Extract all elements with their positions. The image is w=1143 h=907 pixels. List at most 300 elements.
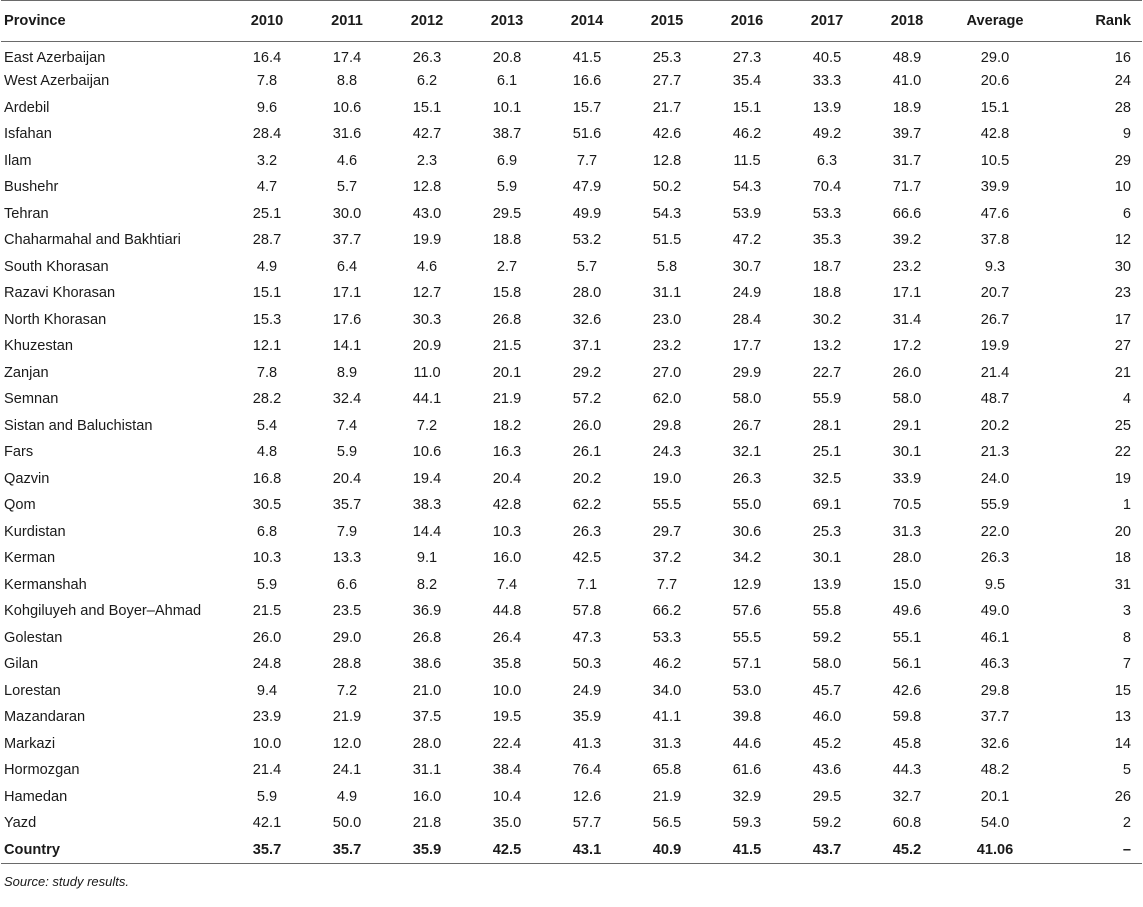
value-cell: 55.1 (892, 629, 922, 646)
province-cell: South Khorasan (4, 258, 109, 275)
value-cell: 37.1 (572, 338, 602, 355)
value-cell: 30.2 (812, 311, 842, 328)
value-cell: 44.6 (732, 735, 762, 752)
value-cell: 38.7 (492, 126, 522, 143)
value-cell: 13.2 (812, 338, 842, 355)
value-cell: 28.4 (732, 311, 762, 328)
average-cell: 20.2 (980, 417, 1010, 434)
value-cell: 12.1 (252, 338, 282, 355)
value-cell: 11.5 (733, 152, 761, 169)
average-cell: 46.1 (980, 629, 1010, 646)
value-cell: 22.4 (492, 735, 522, 752)
value-cell: 7.2 (416, 417, 438, 434)
value-cell: 49.2 (812, 126, 842, 143)
average-cell: 24.0 (980, 470, 1010, 487)
value-cell: 17.7 (732, 338, 762, 355)
value-cell: 21.8 (412, 815, 442, 832)
value-cell: 17.2 (892, 338, 922, 355)
value-cell: 6.8 (256, 523, 278, 540)
country-total-row (1, 837, 1142, 864)
rank-cell: 5 (1122, 762, 1131, 779)
value-cell: 42.1 (252, 815, 282, 832)
value-cell: 6.3 (816, 152, 838, 169)
value-cell: 8.9 (336, 364, 358, 381)
column-header: 2010 (250, 13, 284, 29)
value-cell: 50.3 (572, 656, 602, 673)
table-row (1, 545, 1142, 572)
column-header: 2011 (331, 13, 363, 29)
value-cell: 65.8 (652, 762, 682, 779)
value-cell: 15.1 (252, 285, 282, 302)
average-cell: 21.3 (980, 444, 1010, 461)
table-row (1, 731, 1142, 758)
value-cell: 53.0 (732, 682, 762, 699)
value-cell: 26.0 (252, 629, 282, 646)
value-cell: 21.9 (492, 391, 522, 408)
value-cell: 5.9 (256, 576, 278, 593)
value-cell: 18.8 (812, 285, 842, 302)
table-row (1, 307, 1142, 334)
value-cell: 2.7 (496, 258, 518, 275)
value-cell: 50.0 (332, 815, 362, 832)
province-cell: Ardebil (4, 99, 50, 116)
rank-cell: 21 (1114, 364, 1131, 381)
value-cell: 24.9 (572, 682, 602, 699)
value-cell: 15.1 (412, 99, 442, 116)
value-cell: 27.0 (652, 364, 682, 381)
value-cell: 40.5 (812, 50, 842, 66)
value-cell: 28.2 (252, 391, 282, 408)
value-cell: 39.7 (892, 126, 922, 143)
value-cell: 45.2 (892, 841, 922, 858)
value-cell: 29.2 (572, 364, 602, 381)
value-cell: 30.5 (252, 497, 282, 514)
value-cell: 6.2 (416, 73, 438, 90)
value-cell: 32.4 (332, 391, 362, 408)
value-cell: 23.2 (892, 258, 922, 275)
value-cell: 26.8 (412, 629, 442, 646)
table-row (1, 42, 1142, 69)
value-cell: 21.4 (252, 762, 282, 779)
average-cell: 37.7 (980, 709, 1010, 726)
value-cell: 25.1 (252, 205, 282, 222)
value-cell: 32.1 (732, 444, 762, 461)
average-cell: 41.06 (976, 841, 1014, 858)
value-cell: 10.6 (412, 444, 442, 461)
province-cell: Zanjan (4, 364, 49, 381)
value-cell: 7.7 (576, 152, 598, 169)
value-cell: 44.8 (492, 603, 522, 620)
table-row (1, 413, 1142, 440)
value-cell: 16.4 (252, 50, 282, 66)
value-cell: 33.9 (892, 470, 922, 487)
source-footnote: Source: study results. (4, 873, 129, 889)
value-cell: 3.2 (256, 152, 278, 169)
table-row (1, 148, 1142, 175)
value-cell: 26.3 (572, 523, 602, 540)
table-row (1, 68, 1142, 95)
value-cell: 57.2 (572, 391, 602, 408)
value-cell: 33.3 (812, 73, 842, 90)
value-cell: 17.6 (332, 311, 362, 328)
rank-cell: 22 (1114, 444, 1131, 461)
average-cell: 39.9 (980, 179, 1010, 196)
table-row (1, 360, 1142, 387)
value-cell: 28.0 (572, 285, 602, 302)
average-cell: 15.1 (980, 99, 1010, 116)
value-cell: 12.8 (652, 152, 682, 169)
province-cell: North Khorasan (4, 311, 107, 328)
province-cell: Razavi Khorasan (4, 285, 116, 302)
value-cell: 37.2 (652, 550, 682, 567)
value-cell: 16.8 (252, 470, 282, 487)
average-cell: 29.8 (980, 682, 1010, 699)
province-cell: Kurdistan (4, 523, 66, 540)
value-cell: 59.2 (812, 629, 842, 646)
value-cell: 32.5 (812, 470, 842, 487)
value-cell: 28.0 (892, 550, 922, 567)
value-cell: 17.1 (332, 285, 362, 302)
value-cell: 46.2 (652, 656, 682, 673)
table-row (1, 810, 1142, 837)
rank-cell: 13 (1114, 709, 1131, 726)
value-cell: 43.1 (572, 841, 602, 858)
value-cell: 24.8 (252, 656, 282, 673)
value-cell: 23.2 (652, 338, 682, 355)
value-cell: 35.7 (332, 841, 362, 858)
average-cell: 48.7 (980, 391, 1010, 408)
value-cell: 57.6 (732, 603, 762, 620)
value-cell: 7.4 (496, 576, 518, 593)
value-cell: 29.8 (652, 417, 682, 434)
province-cell: Sistan and Baluchistan (4, 417, 153, 434)
value-cell: 35.9 (412, 841, 442, 858)
value-cell: 5.7 (576, 258, 598, 275)
value-cell: 4.6 (336, 152, 358, 169)
value-cell: 9.6 (256, 99, 278, 116)
province-cell: Tehran (4, 205, 49, 222)
average-cell: 32.6 (980, 735, 1010, 752)
value-cell: 34.0 (652, 682, 682, 699)
header-row (1, 1, 1142, 42)
rank-cell: 12 (1114, 232, 1131, 249)
value-cell: 35.3 (812, 232, 842, 249)
rank-cell: 25 (1114, 417, 1131, 434)
value-cell: 6.6 (336, 576, 358, 593)
rank-cell: 31 (1114, 576, 1131, 593)
value-cell: 59.2 (812, 815, 842, 832)
table-row (1, 704, 1142, 731)
value-cell: 53.3 (652, 629, 682, 646)
value-cell: 27.3 (732, 50, 762, 66)
value-cell: 45.7 (812, 682, 842, 699)
value-cell: 29.5 (492, 205, 522, 222)
value-cell: 12.8 (412, 179, 442, 196)
value-cell: 25.1 (812, 444, 842, 461)
value-cell: 17.4 (332, 50, 362, 66)
average-cell: 29.0 (980, 50, 1010, 66)
value-cell: 5.4 (256, 417, 278, 434)
value-cell: 23.0 (652, 311, 682, 328)
value-cell: 5.8 (656, 258, 678, 275)
province-cell: Hormozgan (4, 762, 80, 779)
value-cell: 10.3 (252, 550, 282, 567)
average-cell: 21.4 (980, 364, 1010, 381)
value-cell: 70.4 (812, 179, 842, 196)
rank-cell: 1 (1122, 497, 1131, 514)
value-cell: 56.5 (652, 815, 682, 832)
value-cell: 13.9 (812, 99, 842, 116)
value-cell: 57.1 (732, 656, 762, 673)
value-cell: 8.2 (416, 576, 438, 593)
province-cell: Chaharmahal and Bakhtiari (4, 232, 181, 249)
value-cell: 6.9 (496, 152, 518, 169)
table-row (1, 784, 1142, 811)
value-cell: 5.9 (496, 179, 518, 196)
value-cell: 31.4 (892, 311, 922, 328)
value-cell: 26.4 (492, 629, 522, 646)
value-cell: 26.3 (412, 50, 442, 66)
value-cell: 44.1 (412, 391, 442, 408)
value-cell: 20.4 (492, 470, 522, 487)
value-cell: 6.4 (336, 258, 358, 275)
value-cell: 12.6 (572, 788, 602, 805)
value-cell: 32.6 (572, 311, 602, 328)
table-row (1, 333, 1142, 360)
table-row (1, 492, 1142, 519)
value-cell: 58.0 (892, 391, 922, 408)
province-cell: Hamedan (4, 788, 68, 805)
value-cell: 57.7 (572, 815, 602, 832)
value-cell: 9.1 (416, 550, 438, 567)
province-cell: Qom (4, 497, 36, 514)
table-row (1, 678, 1142, 705)
value-cell: 30.0 (332, 205, 362, 222)
value-cell: 43.0 (412, 205, 442, 222)
value-cell: 18.9 (892, 99, 922, 116)
average-cell: 55.9 (980, 497, 1010, 514)
value-cell: 42.5 (492, 841, 522, 858)
value-cell: 66.2 (652, 603, 682, 620)
value-cell: 29.9 (732, 364, 762, 381)
value-cell: 60.8 (892, 815, 922, 832)
value-cell: 19.5 (492, 709, 522, 726)
value-cell: 10.0 (492, 682, 522, 699)
province-cell: Mazandaran (4, 709, 86, 726)
value-cell: 40.9 (652, 841, 682, 858)
value-cell: 10.6 (332, 99, 362, 116)
value-cell: 41.5 (732, 841, 762, 858)
value-cell: 12.9 (732, 576, 762, 593)
value-cell: 53.9 (732, 205, 762, 222)
province-cell: Ilam (4, 152, 32, 169)
value-cell: 30.7 (732, 258, 762, 275)
province-cell: Bushehr (4, 179, 59, 196)
value-cell: 13.3 (332, 550, 362, 567)
province-cell: Kerman (4, 550, 56, 567)
value-cell: 41.1 (652, 709, 682, 726)
rank-cell: 27 (1114, 338, 1131, 355)
rank-cell: 14 (1114, 735, 1131, 752)
province-cell: Khuzestan (4, 338, 73, 355)
value-cell: 29.1 (892, 417, 922, 434)
value-cell: 12.0 (332, 735, 362, 752)
value-cell: 7.4 (336, 417, 358, 434)
province-cell: Kermanshah (4, 576, 87, 593)
rank-cell: 29 (1114, 152, 1131, 169)
value-cell: 48.9 (892, 50, 922, 66)
value-cell: 32.9 (732, 788, 762, 805)
value-cell: 44.3 (892, 762, 922, 779)
column-header: 2018 (890, 13, 924, 29)
province-cell: Qazvin (4, 470, 50, 487)
value-cell: 42.6 (892, 682, 922, 699)
value-cell: 16.0 (492, 550, 522, 567)
average-cell: 54.0 (980, 815, 1010, 832)
value-cell: 9.4 (256, 682, 278, 699)
value-cell: 19.9 (412, 232, 442, 249)
province-cell: Lorestan (4, 682, 61, 699)
value-cell: 10.0 (252, 735, 282, 752)
average-cell: 37.8 (980, 232, 1010, 249)
province-cell: Yazd (4, 815, 37, 832)
column-header: 2014 (570, 13, 604, 29)
value-cell: 23.5 (332, 603, 362, 620)
value-cell: 30.1 (892, 444, 922, 461)
table-row (1, 572, 1142, 599)
value-cell: 28.7 (252, 232, 282, 249)
value-cell: 18.2 (492, 417, 522, 434)
value-cell: 28.1 (812, 417, 842, 434)
value-cell: 43.6 (812, 762, 842, 779)
value-cell: 20.2 (572, 470, 602, 487)
value-cell: 49.9 (572, 205, 602, 222)
value-cell: 10.4 (492, 788, 522, 805)
value-cell: 15.0 (892, 576, 922, 593)
value-cell: 56.1 (892, 656, 922, 673)
value-cell: 35.8 (492, 656, 522, 673)
value-cell: 4.8 (256, 444, 278, 461)
value-cell: 4.9 (336, 788, 358, 805)
value-cell: 31.3 (652, 735, 682, 752)
rank-cell: 26 (1114, 788, 1131, 805)
value-cell: 30.1 (812, 550, 842, 567)
table-row (1, 651, 1142, 678)
rank-cell: 3 (1122, 603, 1131, 620)
value-cell: 45.2 (812, 735, 842, 752)
value-cell: 55.5 (732, 629, 762, 646)
average-cell: 20.7 (980, 285, 1010, 302)
value-cell: 47.3 (572, 629, 602, 646)
rank-cell: 19 (1114, 470, 1131, 487)
value-cell: 31.6 (332, 126, 362, 143)
value-cell: 17.1 (892, 285, 922, 302)
average-cell: 22.0 (980, 523, 1010, 540)
rank-cell: 7 (1122, 656, 1131, 673)
average-cell: 10.5 (980, 152, 1010, 169)
value-cell: 41.0 (892, 73, 922, 90)
value-cell: 62.2 (572, 497, 602, 514)
value-cell: 6.1 (496, 73, 518, 90)
column-header: Province (4, 13, 66, 29)
average-cell: 42.8 (980, 126, 1010, 143)
value-cell: 29.0 (332, 629, 362, 646)
value-cell: 42.7 (412, 126, 442, 143)
table-row (1, 598, 1142, 625)
value-cell: 16.6 (572, 73, 602, 90)
value-cell: 66.6 (892, 205, 922, 222)
value-cell: 5.9 (336, 444, 358, 461)
value-cell: 21.0 (412, 682, 442, 699)
value-cell: 55.8 (812, 603, 842, 620)
province-cell: Isfahan (4, 126, 52, 143)
value-cell: 19.0 (652, 470, 682, 487)
value-cell: 51.6 (572, 126, 602, 143)
table-header (1, 1, 1142, 42)
value-cell: 10.1 (492, 99, 522, 116)
average-cell: 46.3 (980, 656, 1010, 673)
table-row (1, 254, 1142, 281)
province-cell: Fars (4, 444, 34, 461)
value-cell: 34.2 (732, 550, 762, 567)
column-header: 2016 (730, 13, 764, 29)
value-cell: 24.3 (652, 444, 682, 461)
rank-cell: 17 (1114, 311, 1131, 328)
value-cell: 35.7 (252, 841, 282, 858)
column-header: 2017 (810, 13, 844, 29)
value-cell: 30.6 (732, 523, 762, 540)
value-cell: 20.1 (492, 364, 522, 381)
value-cell: 39.2 (892, 232, 922, 249)
value-cell: 26.0 (892, 364, 922, 381)
value-cell: 31.1 (652, 285, 682, 302)
value-cell: 43.7 (812, 841, 842, 858)
table-row (1, 625, 1142, 652)
value-cell: 20.4 (332, 470, 362, 487)
value-cell: 20.9 (412, 338, 442, 355)
value-cell: 27.7 (652, 73, 682, 90)
value-cell: 47.9 (572, 179, 602, 196)
value-cell: 11.0 (413, 364, 441, 381)
table-row (1, 227, 1142, 254)
province-cell: Gilan (4, 656, 39, 673)
value-cell: 42.5 (572, 550, 602, 567)
value-cell: 46.2 (732, 126, 762, 143)
value-cell: 12.7 (412, 285, 442, 302)
value-cell: 14.1 (332, 338, 362, 355)
value-cell: 55.9 (812, 391, 842, 408)
value-cell: 31.3 (892, 523, 922, 540)
value-cell: 29.7 (652, 523, 682, 540)
table-row (1, 386, 1142, 413)
value-cell: 45.8 (892, 735, 922, 752)
value-cell: 28.0 (412, 735, 442, 752)
column-header: 2012 (410, 13, 444, 29)
column-header: 2015 (650, 13, 684, 29)
value-cell: 54.3 (652, 205, 682, 222)
average-cell: 48.2 (980, 762, 1010, 779)
value-cell: 10.3 (492, 523, 522, 540)
value-cell: 28.4 (252, 126, 282, 143)
value-cell: 5.7 (336, 179, 358, 196)
value-cell: 7.7 (656, 576, 678, 593)
rank-cell: 20 (1114, 523, 1131, 540)
value-cell: 14.4 (412, 523, 442, 540)
value-cell: 35.9 (572, 709, 602, 726)
value-cell: 21.5 (492, 338, 522, 355)
value-cell: 25.3 (652, 50, 682, 66)
value-cell: 76.4 (572, 762, 602, 779)
